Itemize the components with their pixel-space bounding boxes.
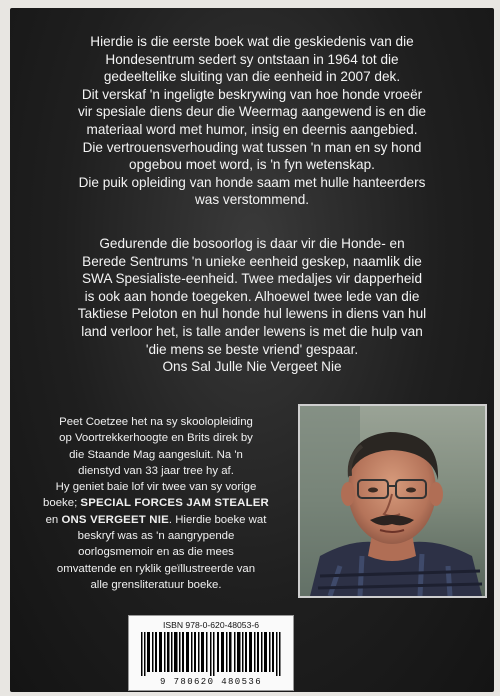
blurb-line: gedeeltelike sluiting van die eenheid in 2007 dek. (103, 69, 401, 85)
blurb-line: Hierdie is die eerste boek wat die geskiedenis van die (90, 34, 414, 49)
barcode-digits: 9 780620 480536 (159, 677, 262, 687)
blurb-line: opgebou moet word, is 'n fyn wetenskap. (129, 157, 375, 173)
bio-text: . Hierdie boeke wat (168, 513, 267, 526)
bio-line: Peet Coetzee het na sy skoolopleiding (59, 416, 253, 428)
blurb-line: Die puik opleiding van honde saam met hulle hanteerders (78, 174, 426, 190)
book-title-2: ONS VERGEET NIE (61, 513, 169, 526)
author-bio (22, 414, 290, 593)
blurb-line: Berede Sentrums 'n unieke eenheid geskep, naamlik die (82, 253, 422, 269)
bio-line: die Staande Mag aangesluit. Na 'n (69, 448, 243, 461)
blurb-history (10, 33, 494, 209)
blurb-line: SWA Spesialiste-eenheid. Twee medaljes vir dapperheid (81, 271, 423, 287)
blurb-line: Dit verskaf 'n ingeligte beskrywing van hoe honde vroeër (81, 86, 423, 102)
bio-line: Hy geniet baie lof vir twee van sy vorige (55, 481, 257, 494)
bio-line (22, 512, 290, 528)
blurb-line: was verstommend. (194, 192, 310, 208)
bio-line: dienstyd van 33 jaar tree hy af. (78, 464, 234, 477)
bio-line: beskryf was as 'n aangrypende (77, 530, 235, 543)
barcode-bars (141, 632, 283, 676)
isbn-barcode (128, 615, 294, 691)
blurb-line: land verloor het, is talle ander lewens is met die hulp van (81, 323, 423, 339)
blurb-line: vir spesiale diens deur die Weermag aangewend is en die (77, 104, 427, 120)
blurb-line: Gedurende die bosoorlog is daar vir die Honde- en (99, 236, 405, 251)
bio-line: omvattende en ryklik geïllustreerde van (56, 562, 256, 575)
bio-line (22, 495, 290, 511)
author-photo (298, 404, 487, 598)
blurb-line: Taktiese Peloton en hul honde hul lewens in diens van hul (77, 306, 427, 322)
bio-line: alle grensliteratuur boeke. (90, 578, 222, 591)
blurb-line: 'die mens se beste vriend' gespaar. (145, 341, 359, 357)
back-cover (10, 8, 494, 692)
bio-line: oorlogsmemoir en as die mees (78, 546, 234, 559)
blurb-line: materiaal word met humor, insig en deernis aangebied. (86, 121, 418, 137)
book-title-1: SPECIAL FORCES JAM STEALER (80, 497, 269, 510)
blurb-bush-war (10, 235, 494, 376)
bio-text: boeke; (43, 497, 81, 510)
blurb-line: is ook aan honde toegeken. Alhoewel twee lede van die (84, 288, 420, 304)
bio-text: en (45, 513, 62, 526)
blurb-line: Die vertrouensverhouding wat tussen 'n man en sy hond (82, 139, 422, 155)
isbn-label: ISBN 978-0-620-48053-6 (162, 620, 260, 630)
blurb-tagline: Ons Sal Julle Nie Vergeet Nie (162, 359, 342, 375)
bio-line: op Voortrekkerhoogte en Brits direk by (59, 432, 253, 445)
author-portrait-image (300, 406, 485, 596)
blurb-line: Hondesentrum sedert sy ontstaan in 1964 tot die (105, 51, 399, 67)
